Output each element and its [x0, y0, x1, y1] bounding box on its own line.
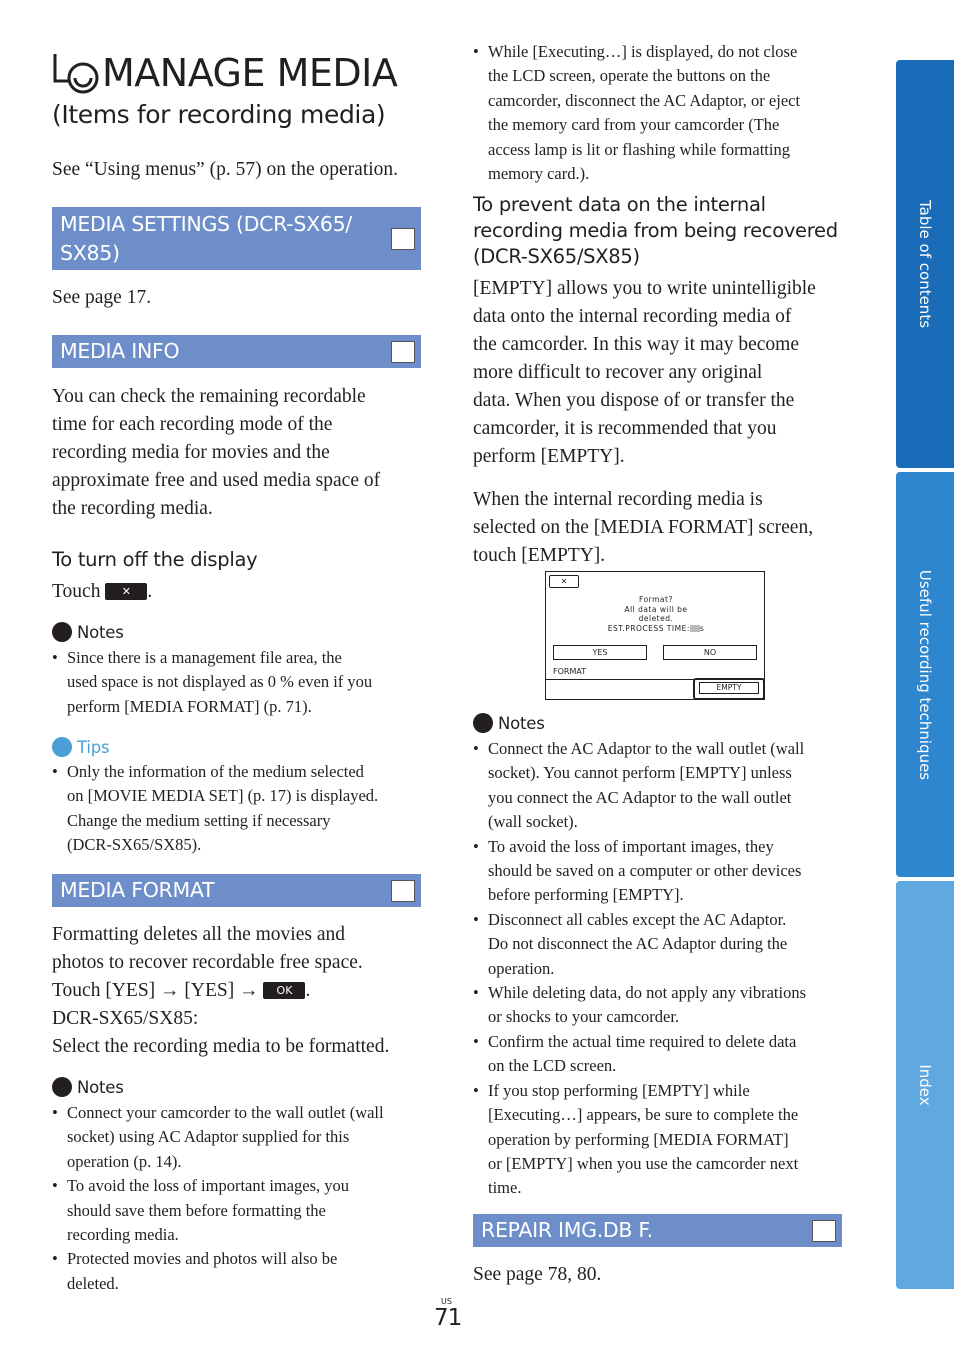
list-item [52, 1247, 424, 1296]
text-line: or [EMPTY] when you use the camcorder next [488, 1153, 799, 1173]
section-heading: SX85) [60, 241, 120, 265]
text-line: operation (p. 14). [67, 1151, 182, 1171]
text: Touch [52, 581, 101, 602]
tab-label: Index [916, 1064, 934, 1106]
text-line: perform [MEDIA FORMAT] (p. 71). [67, 696, 312, 716]
notes-heading [52, 1077, 124, 1097]
lightbulb-icon [52, 737, 72, 757]
text-line: data. When you dispose of or transfer the [473, 390, 795, 411]
text-line: Do not disconnect the AC Adaptor during the [488, 934, 788, 954]
text-line: access lamp is lit or flashing while formatting [488, 139, 790, 159]
text-line: [Executing…] appears, be sure to complete the [488, 1105, 799, 1125]
prevent-paragraph-1 [473, 275, 848, 471]
tab-table-of-contents[interactable] [896, 60, 954, 468]
text-line: • Protected movies and photos will also be [67, 1249, 338, 1269]
text-line: camcorder, it is recommended that you [473, 418, 777, 439]
list-item [473, 737, 848, 835]
list-item [52, 1174, 424, 1247]
section-media-settings [52, 207, 421, 270]
section-heading: MEDIA SETTINGS (DCR-SX65/ [60, 212, 352, 236]
format-message [546, 595, 766, 633]
page-title-block [52, 48, 397, 98]
text-line: • To avoid the loss of important images, you [67, 1176, 350, 1196]
tab-label: Useful recording techniques [916, 569, 934, 780]
text-line: • While deleting data, do not apply any vibrations [488, 983, 807, 1003]
text-line: All data will be [624, 604, 688, 614]
text-line: Format? [639, 595, 673, 604]
media-icon [391, 880, 415, 902]
text-line: Select the recording media to be formatted. [52, 1036, 390, 1057]
tab-label: Table of contents [916, 199, 934, 329]
text: Touch [YES] [52, 980, 156, 1001]
notes-heading [52, 622, 124, 642]
section-media-info [52, 335, 421, 368]
section-heading: MEDIA FORMAT [60, 878, 215, 902]
list-item [52, 1101, 424, 1174]
ok-button-icon: OK [263, 982, 305, 999]
section-heading: MEDIA INFO [60, 339, 180, 363]
media-info-tips [52, 760, 422, 858]
text-line: on the LCD screen. [488, 1056, 617, 1076]
text-line: recording media for movies and the [52, 442, 330, 463]
close-icon: ✕ [549, 575, 579, 588]
section-media-format [52, 874, 421, 907]
text-line: (DCR-SX65/SX85). [67, 835, 202, 855]
turn-off-heading: To turn off the display [52, 548, 258, 571]
text-line: Change the medium setting if necessary [67, 810, 331, 830]
text-line: socket). You cannot perform [EMPTY] unless [488, 763, 792, 783]
text-line: on [MOVIE MEDIA SET] (p. 17) is displayed. [67, 786, 379, 806]
media-icon [391, 341, 415, 363]
text: [YES] [184, 980, 235, 1001]
text-line: • Disconnect all cables except the AC Adaptor. [488, 909, 787, 929]
text-line: • If you stop performing [EMPTY] while [488, 1080, 750, 1100]
text-line: socket) using AC Adaptor supplied for this [67, 1127, 350, 1147]
text-line: • While [Executing…] is displayed, do not close [488, 42, 798, 61]
text: . [147, 581, 153, 602]
list-item [473, 908, 848, 981]
text-line: or shocks to your camcorder. [488, 1007, 680, 1027]
text-line: should be saved on a computer or other devices [488, 861, 802, 881]
text-line: time. [488, 1178, 522, 1198]
text-line: selected on the [MEDIA FORMAT] screen, [473, 517, 814, 538]
text-line: DCR-SX65/SX85: [52, 1008, 199, 1029]
section-repair-img-db [473, 1214, 842, 1247]
media-format-body [52, 921, 424, 1061]
empty-button: EMPTY [699, 682, 759, 694]
executing-note [473, 40, 845, 186]
notes-icon [52, 622, 72, 642]
intro-text: See “Using menus” (p. 57) on the operation. [52, 159, 399, 180]
list-item [52, 760, 422, 858]
no-button: NO [663, 645, 757, 660]
tips-heading [52, 737, 109, 757]
arrow-icon: → [160, 980, 180, 1001]
text-line: before performing [EMPTY]. [488, 885, 684, 905]
empty-notes [473, 737, 848, 1201]
text-line: (wall socket). [488, 812, 578, 832]
prevent-paragraph-2 [473, 486, 848, 570]
text-line: more difficult to recover any original [473, 362, 763, 383]
text: . [305, 980, 311, 1001]
notes-icon [473, 713, 493, 733]
media-camcorder-icon [52, 51, 102, 95]
list-item [473, 835, 848, 908]
text-line: photos to recover recordable free space. [52, 952, 363, 973]
notes-icon [52, 1077, 72, 1097]
media-format-notes [52, 1101, 424, 1296]
page-title: MANAGE MEDIA [102, 51, 398, 95]
repair-body: See page 78, 80. [473, 1264, 602, 1285]
list-item [473, 1030, 848, 1079]
text-line: you connect the AC Adaptor to the wall outlet [488, 787, 792, 807]
text-line: • Connect your camcorder to the wall outlet (wall [67, 1103, 384, 1122]
media-info-notes [52, 646, 422, 719]
text-line: operation. [488, 958, 555, 978]
text-line: recording media from being recovered [473, 219, 838, 242]
text-line: used space is not displayed as 0 % even if you [67, 672, 373, 692]
text-line: • Since there is a management file area, the [67, 648, 342, 667]
text-line: To prevent data on the internal [473, 193, 766, 216]
media-icon [812, 1220, 836, 1242]
text: EST.PROCESS TIME: [607, 623, 690, 633]
text-line: (DCR-SX65/SX85) [473, 245, 640, 268]
tab-index[interactable] [896, 881, 954, 1289]
text-line: data onto the internal recording media of [473, 306, 792, 327]
prevent-heading [473, 192, 838, 270]
text-line: operation by performing [MEDIA FORMAT] [488, 1129, 789, 1149]
list-item [473, 40, 845, 186]
text-line: memory card.). [488, 164, 590, 184]
text-line: • Confirm the actual time required to delete data [488, 1031, 797, 1051]
list-item [52, 646, 422, 719]
section-heading: REPAIR IMG.DB F. [481, 1218, 653, 1242]
media-info-body [52, 383, 422, 523]
text-line: deleted. [67, 1273, 119, 1293]
text-line: • Connect the AC Adaptor to the wall outlet (wall [488, 739, 805, 758]
notes-label: Notes [498, 713, 545, 733]
text-line: time for each recording mode of the [52, 414, 333, 435]
list-item [473, 1079, 848, 1201]
text-line: camcorder, disconnect the AC Adaptor, or eject [488, 90, 801, 110]
text-line: touch [EMPTY]. [473, 545, 606, 566]
text-line: deleted. [638, 614, 674, 623]
text-line: • Only the information of the medium selected [67, 762, 364, 781]
arrow-icon: → [239, 980, 259, 1001]
page-number: 71 [434, 1305, 462, 1331]
text-line: the recording media. [52, 498, 213, 519]
format-label: FORMAT [553, 667, 587, 676]
media-icon [391, 228, 415, 250]
tips-label: Tips [77, 737, 110, 757]
text-line: perform [EMPTY]. [473, 446, 625, 467]
text-line: [EMPTY] allows you to write unintelligible [473, 278, 816, 299]
text-line: the memory card from your camcorder (The [488, 115, 780, 135]
format-screen-illustration [545, 571, 765, 700]
text-line: Formatting deletes all the movies and [52, 924, 345, 945]
list-item [473, 981, 848, 1030]
page-subtitle: (Items for recording media) [52, 100, 386, 129]
text: s [699, 623, 705, 633]
tab-useful-recording-techniques[interactable] [896, 472, 954, 877]
text-line: • To avoid the loss of important images, they [488, 836, 774, 856]
text-line: You can check the remaining recordable [52, 386, 366, 407]
text-line [546, 624, 766, 634]
notes-label: Notes [77, 1077, 124, 1097]
text-line: should save them before formatting the [67, 1200, 326, 1220]
yes-button: YES [553, 645, 647, 660]
touch-sequence [52, 977, 424, 1005]
text-line: the camcorder. In this way it may become [473, 334, 799, 355]
text-line: the LCD screen, operate the buttons on the [488, 66, 771, 86]
time-placeholder [690, 625, 700, 632]
page-region: US [441, 1297, 452, 1306]
text-line: recording media. [67, 1225, 179, 1245]
text-line: When the internal recording media is [473, 489, 763, 510]
text-line: approximate free and used media space of [52, 470, 381, 491]
close-button-icon: ✕ [105, 583, 147, 600]
notes-heading [473, 713, 545, 733]
notes-label: Notes [77, 622, 124, 642]
divider [546, 679, 694, 680]
turn-off-instruction [52, 578, 152, 606]
media-settings-body: See page 17. [52, 287, 152, 308]
